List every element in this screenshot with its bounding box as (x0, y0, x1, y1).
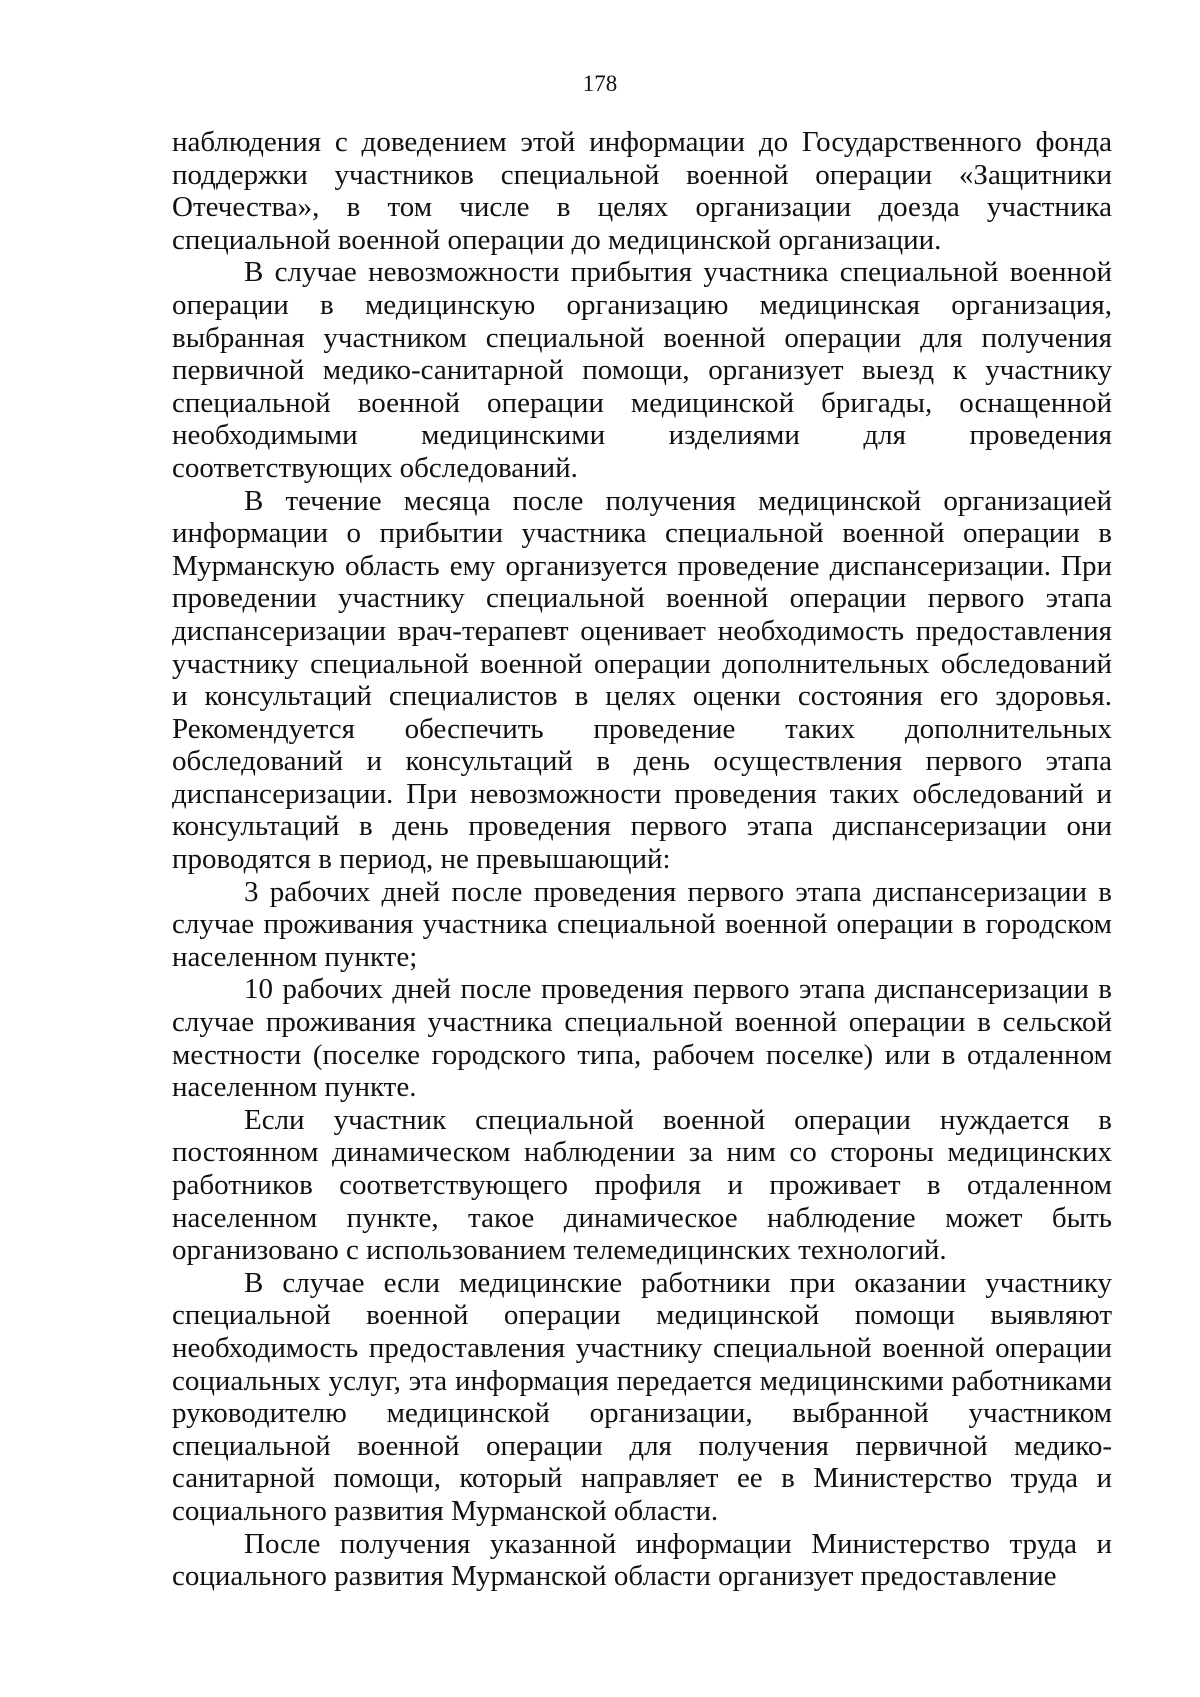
paragraph-medical-team-visit: В случае невозможности прибытия участника специальной военной операции в медицинскую организацию медицинская организация, выбранная участником специальной военной операции для получения первичной медико-санитарной помощи, организует выезд к участнику специальной военной операции медицинской бригады, оснащенной необходимыми медицинскими изделиями для проведения соответствующих обследований. (172, 256, 1112, 484)
paragraph-dispensarization: В течение месяца после получения медицинской организацией информации о прибытии участника специальной военной операции в Мурманскую область ему организуется проведение диспансеризации. При проведении участнику специальной военной операции первого этапа диспансеризации врач-терапевт оценивает необходимость предоставления участнику специальной военной операции дополнительных обследований и консультаций специалистов в целях оценки состояния его здоровья. Рекомендуется обеспечить проведение таких дополнительных обследований и консультаций в день осуществления первого этапа диспансеризации. При невозможности проведения таких обследований и консультаций в день проведения первого этапа диспансеризации они проводятся в период, не превышающий: (172, 484, 1112, 876)
paragraph-rural-term: 10 рабочих дней после проведения первого этапа диспансеризации в случае проживания участника специальной военной операции в сельской местности (поселке городского типа, рабочем поселке) или в отдаленном населенном пункте. (172, 973, 1112, 1104)
paragraph-urban-term: 3 рабочих дней после проведения первого этапа диспансеризации в случае проживания участника специальной военной операции в городском населенном пункте; (172, 875, 1112, 973)
paragraph-social-services: В случае если медицинские работники при оказании участнику специальной военной операции медицинской помощи выявляют необходимость предоставления участнику специальной военной операции социальных услуг, эта информация передается медицинскими работниками руководителю медицинской организации, выбранной участником специальной военной операции для получения первичной медико-санитарной помощи, который направляет ее в Министерство труда и социального развития Мурманской области. (172, 1266, 1112, 1527)
paragraph-telemedicine: Если участник специальной военной операции нуждается в постоянном динамическом наблюдении за ним со стороны медицинских работников соответствующего профиля и проживает в отдаленном населенном пункте, такое динамическое наблюдение может быть организовано с использованием телемедицинских технологий. (172, 1103, 1112, 1267)
paragraph-ministry-action: После получения указанной информации Министерство труда и социального развития Мурманской области организует предоставление (172, 1527, 1112, 1593)
document-body (172, 126, 1112, 1593)
paragraph-continuation: наблюдения с доведением этой информации до Государственного фонда поддержки участников специальной военной операции «Защитники Отечества», в том числе в целях организации доезда участника специальной военной операции до медицинской организации. (172, 126, 1112, 256)
page-number: 178 (582, 71, 618, 96)
